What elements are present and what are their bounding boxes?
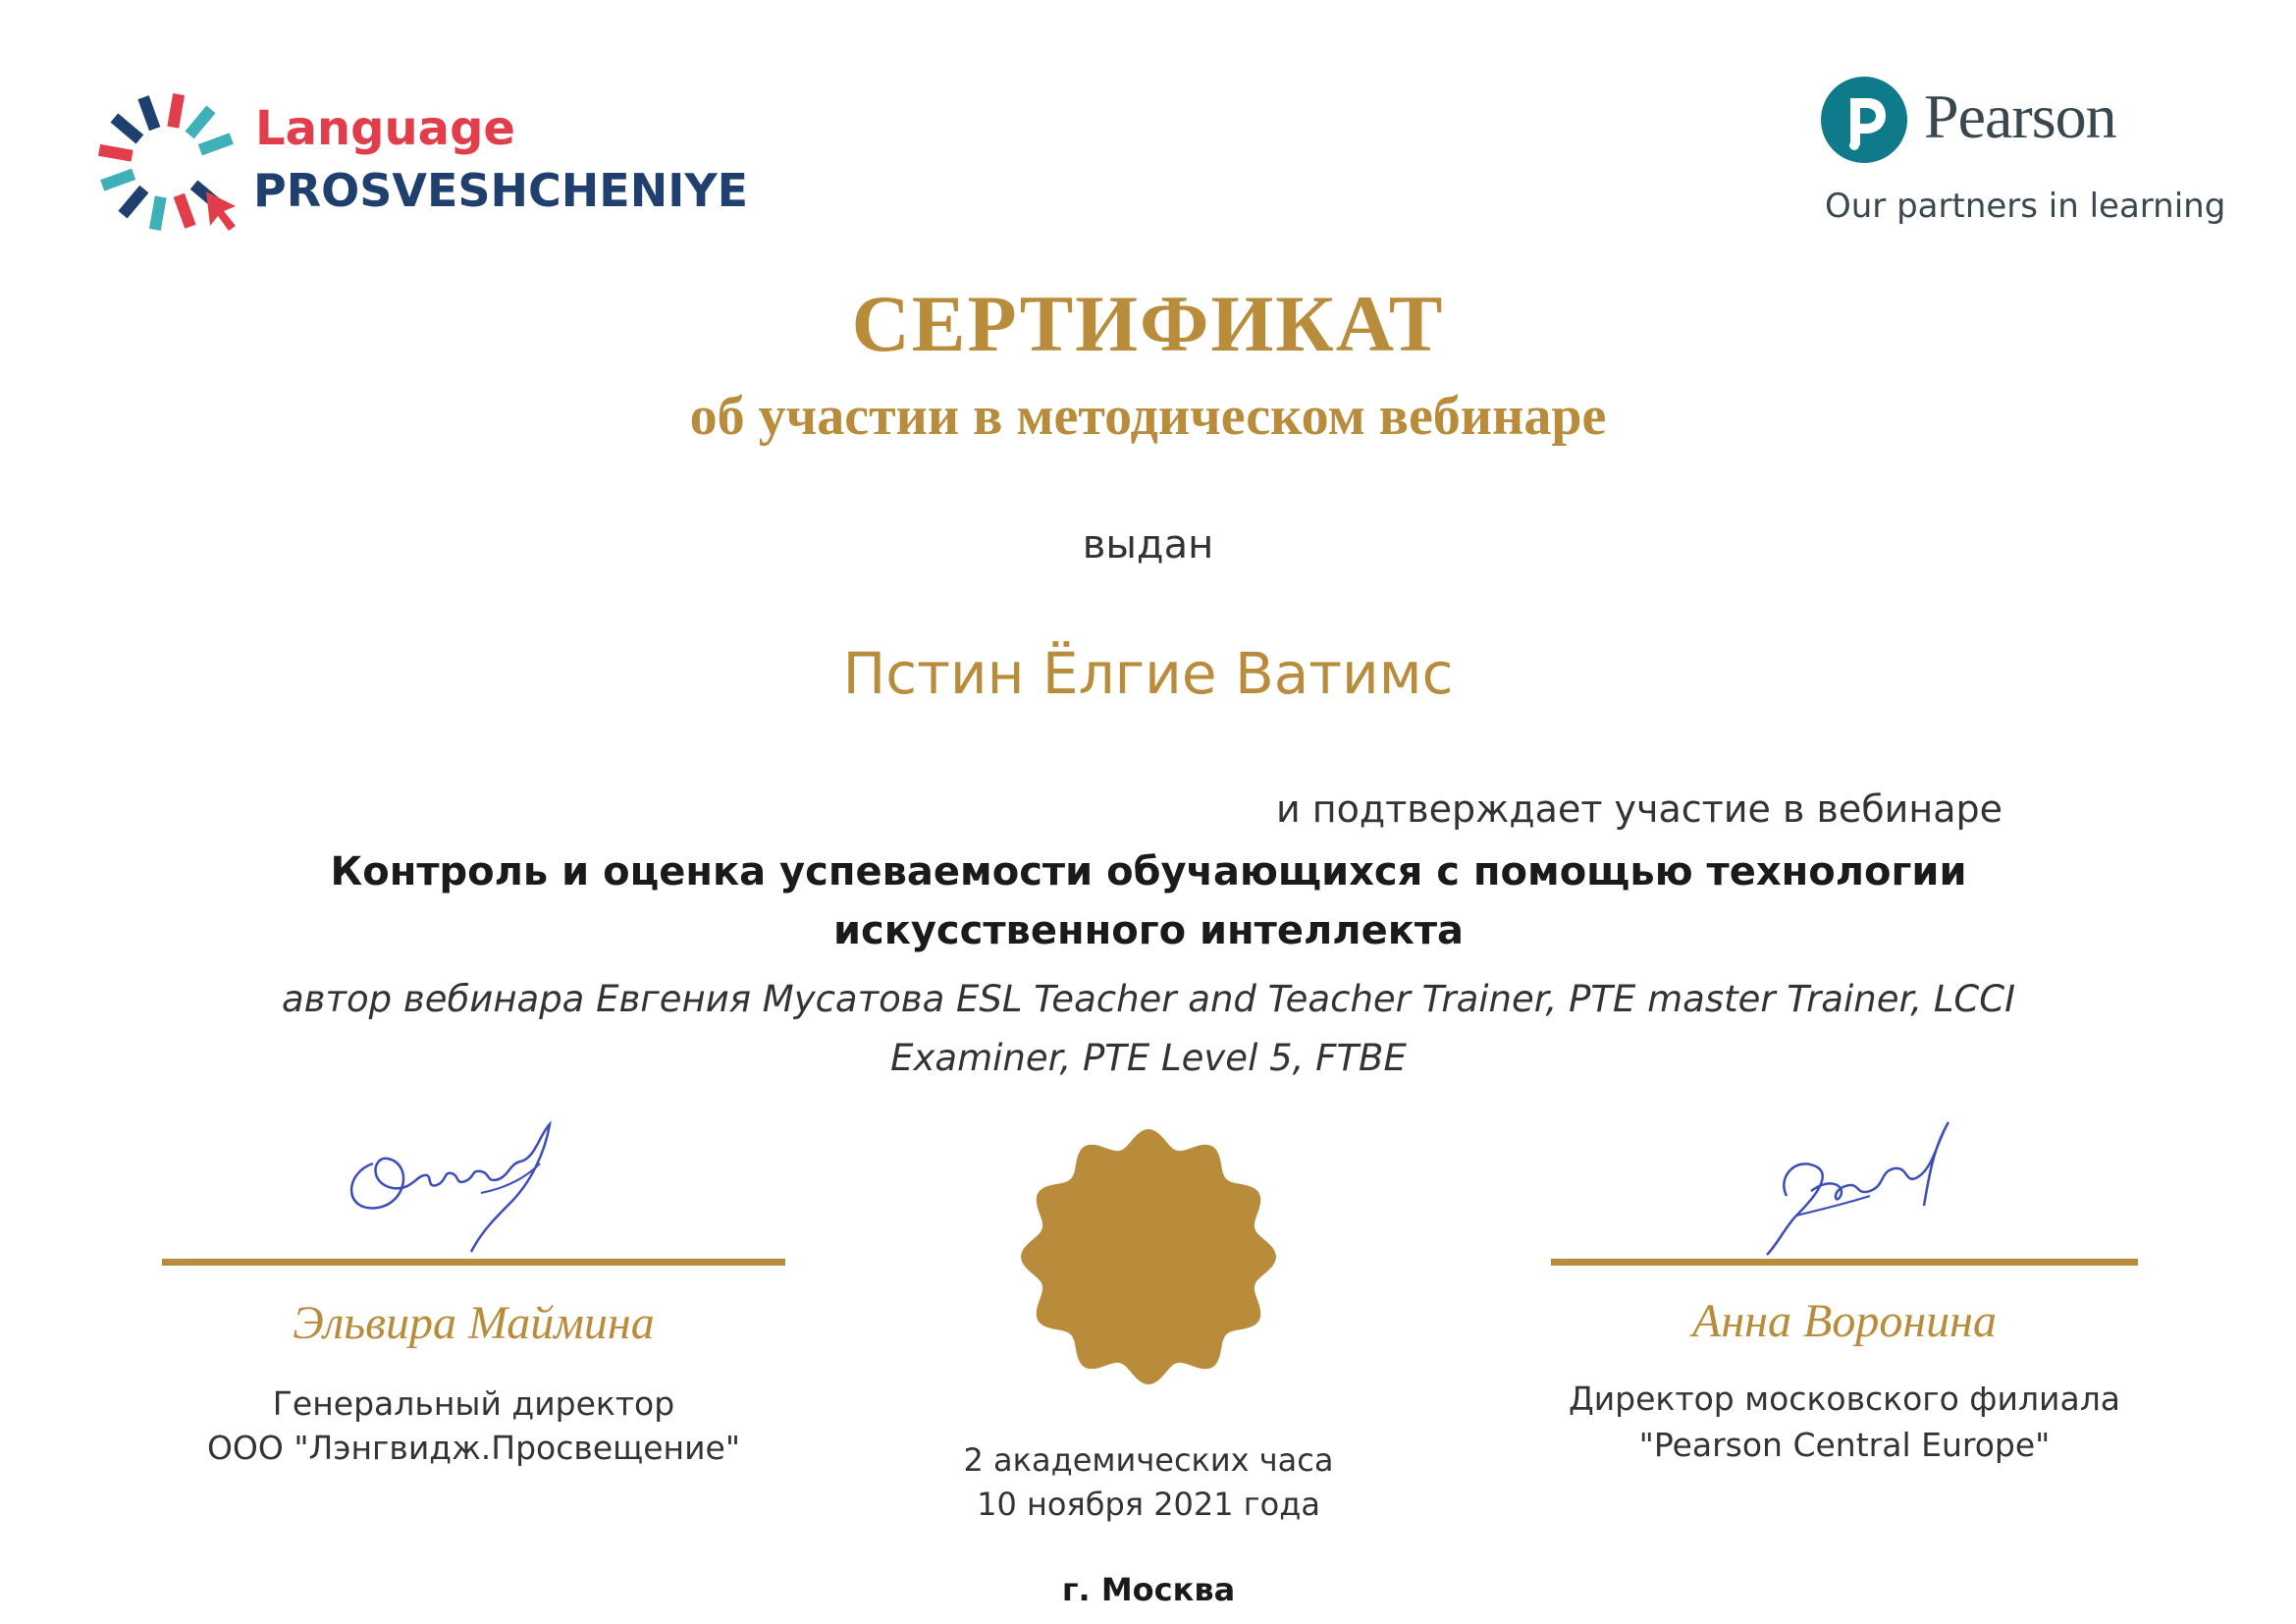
recipient-name: Пстин Ёлгие Ватимс — [842, 640, 1454, 707]
language-prosveshcheniye-logo — [88, 83, 749, 241]
pearson-mark-icon — [1821, 77, 1907, 163]
logo-word-language: Language — [255, 101, 515, 156]
pearson-tagline: Our partners in learning — [1825, 187, 2226, 226]
webinar-author: автор вебинара Евгения Мусатова ESL Teacher and Teacher Trainer, PTE master Trainer, LCCI Examiner, PTE Level 5, FTBE — [281, 978, 2016, 1079]
books-burst-icon — [88, 83, 245, 241]
signature-line-left — [162, 1259, 785, 1266]
signatory-left-company: ООО "Лэнгвидж.Просвещение" — [206, 1429, 741, 1467]
signatory-left-name: Эльвира Маймина — [293, 1297, 655, 1349]
signature-right — [1737, 1098, 1983, 1265]
signature-line-right — [1551, 1259, 2138, 1266]
logo-word-prosveshcheniye: PROSVESHCHENIYE — [253, 164, 749, 217]
issued-label: выдан — [1082, 522, 1214, 568]
signatory-right-name: Анна Воронина — [1692, 1295, 1997, 1347]
signatory-right-role: Директор московского филиала — [1568, 1380, 2121, 1418]
webinar-title: Контроль и оценка успеваемости обучающихся с помощью технологии искусственного интеллекта — [330, 849, 1967, 953]
signature-left — [334, 1105, 589, 1267]
certificate-city: г. Москва — [1061, 1571, 1236, 1608]
academic-hours: 2 академических часа — [963, 1441, 1334, 1479]
gold-seal-icon — [1016, 1124, 1281, 1389]
pearson-wordmark: Pearson — [1924, 81, 2116, 151]
pearson-logo — [1821, 77, 2243, 234]
signatory-left-role: Генеральный директор — [272, 1384, 675, 1423]
certificate-date: 10 ноября 2021 года — [977, 1486, 1320, 1523]
signatory-right-company: "Pearson Central Europe" — [1638, 1426, 2051, 1464]
certificate-title: СЕРТИФИКАТ — [851, 279, 1445, 368]
certificate-subtitle: об участии в методическом вебинаре — [689, 386, 1607, 447]
confirms-text: и подтверждает участие в вебинаре — [1276, 787, 2002, 831]
